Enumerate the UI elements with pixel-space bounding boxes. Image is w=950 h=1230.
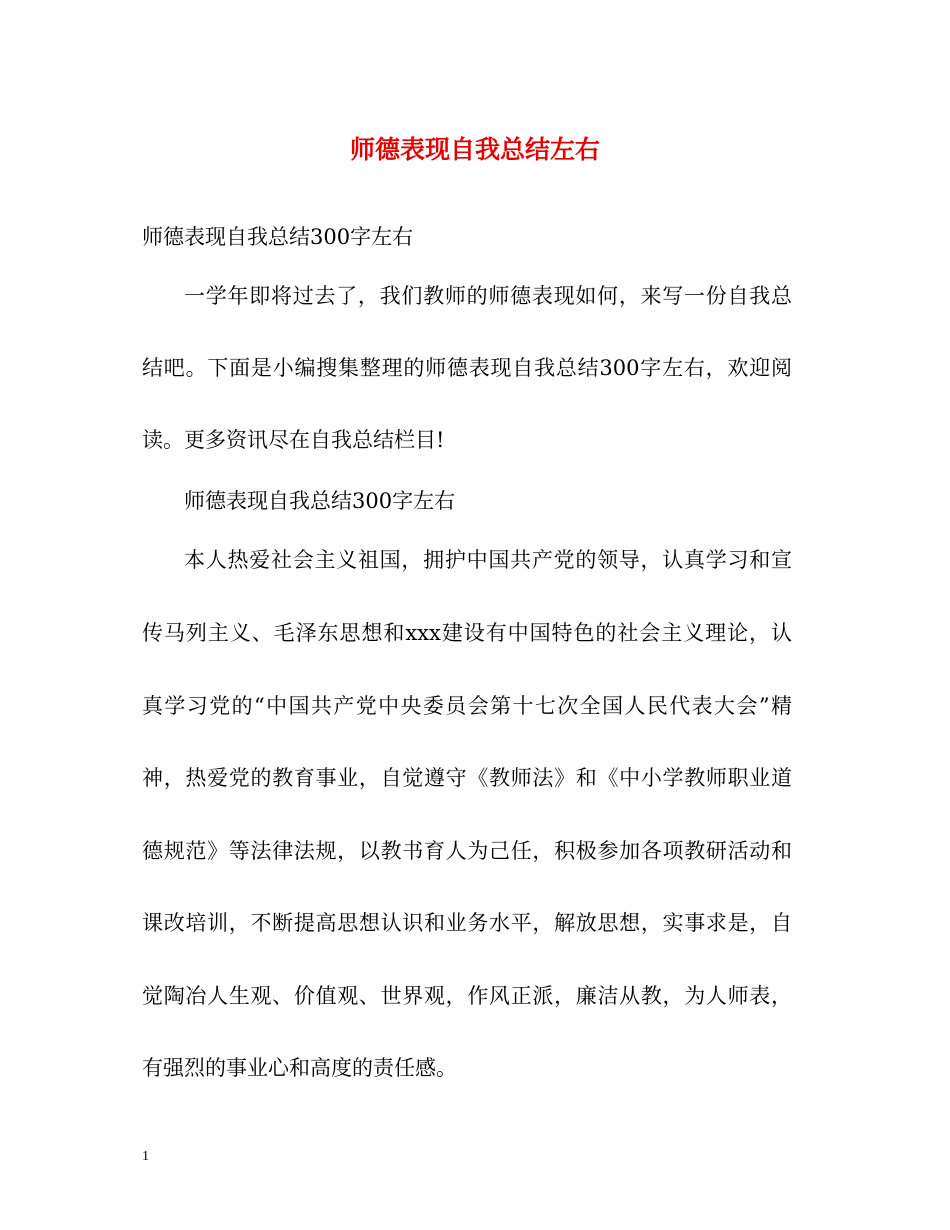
body-paragraph-line-5: 德规范》等法律法规，以教书育人为己任，积极参加各项教研活动和 bbox=[142, 839, 792, 863]
section-heading: 师德表现自我总结300字左右 bbox=[184, 489, 456, 513]
body-paragraph-line-3: 真学习党的“中国共产党中央委员会第十七次全国人民代表大会”精 bbox=[142, 694, 792, 718]
body-paragraph-line-7: 觉陶冶人生观、价值观、世界观，作风正派，廉洁从教，为人师表， bbox=[142, 984, 792, 1008]
page-number: 1 bbox=[142, 1149, 149, 1164]
body-paragraph-line-8: 有强烈的事业心和高度的责任感。 bbox=[142, 1056, 457, 1080]
body-paragraph-line-2: 传马列主义、毛泽东思想和xxx建设有中国特色的社会主义理论，认 bbox=[142, 621, 792, 645]
intro-paragraph-line-2: 结吧。下面是小编搜集整理的师德表现自我总结300字左右，欢迎阅 bbox=[142, 356, 792, 380]
body-paragraph-line-6: 课改培训，不断提高思想认识和业务水平，解放思想，实事求是，自 bbox=[142, 911, 792, 935]
document-title: 师德表现自我总结左右 bbox=[349, 135, 600, 164]
subtitle-line: 师德表现自我总结300字左右 bbox=[142, 225, 414, 249]
intro-paragraph-line-3: 读。更多资讯尽在自我总结栏目! bbox=[142, 428, 445, 452]
body-paragraph-line-4: 神，热爱党的教育事业，自觉遵守《教师法》和《中小学教师职业道 bbox=[142, 766, 792, 790]
body-paragraph-line-1: 本人热爱社会主义祖国，拥护中国共产党的领导，认真学习和宣 bbox=[184, 548, 792, 572]
intro-paragraph-line-1: 一学年即将过去了，我们教师的师德表现如何，来写一份自我总 bbox=[184, 284, 792, 308]
